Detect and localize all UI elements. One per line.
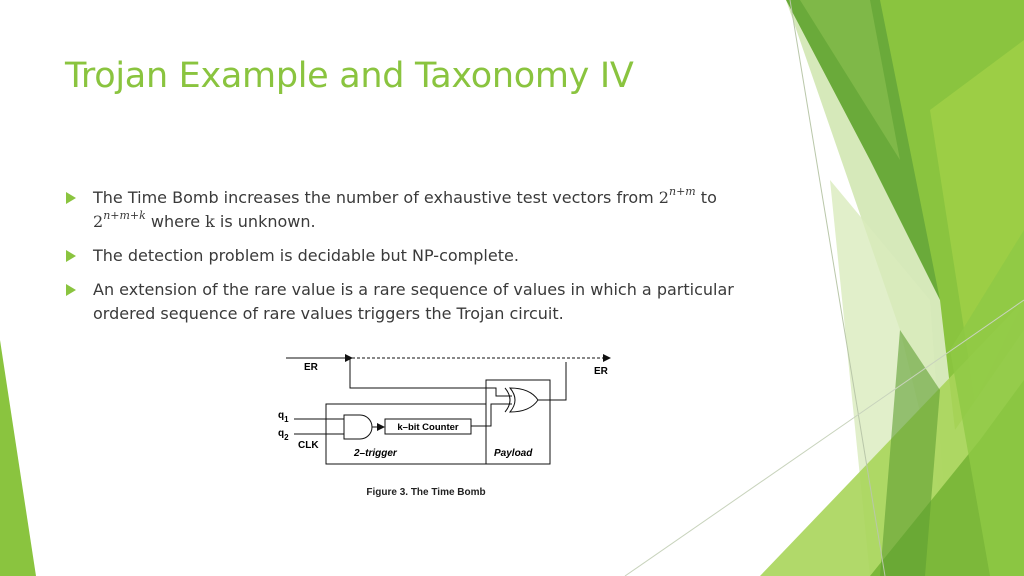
bullet-item [66,244,786,268]
bullet-text: is unknown. [214,212,316,231]
bullet-item [66,278,786,326]
payload-label: Payload [494,448,533,459]
q2-subscript: 2 [284,433,289,442]
bullet-arrow-icon [66,284,76,296]
counter-label: k–bit Counter [397,422,459,433]
er-feedback-wire [350,358,512,396]
clk-label: CLK [298,440,319,451]
math-expression [93,209,146,231]
er-output-label: ER [594,366,608,377]
math-expression [658,185,696,207]
q1-text: q [278,410,285,421]
xor-output-wire [538,362,566,400]
bullet-text: where [145,212,206,231]
q1-subscript: 1 [284,415,289,424]
counter-to-xor-wire [471,404,512,426]
er-input-label: ER [304,362,318,373]
q2-label [278,428,289,442]
trigger-label: 2–trigger [354,448,397,459]
bullet-item [66,186,786,234]
time-bomb-circuit-diagram [276,352,616,482]
bullet-text: An extension of the rare value is a rare sequence of values in which a particular ordered sequence of rare values triggers the Trojan circuit. [93,280,734,323]
and-gate [344,415,372,439]
math-exponent: n+m [668,185,696,198]
math-base: 2 [658,188,669,207]
bullet-list [66,186,786,336]
math-variable: k [205,212,215,231]
math-exponent: n+m+k [103,209,146,222]
q2-text: q [278,428,285,439]
bullet-text: The Time Bomb increases the number of exhaustive test vectors from [93,188,659,207]
xor-gate-input-curve [505,388,510,412]
bullet-arrow-icon [66,192,76,204]
figure-caption: Figure 3. The Time Bomb [366,487,486,498]
xor-gate [510,388,538,412]
bullet-arrow-icon [66,250,76,262]
bullet-text: The detection problem is decidable but NP-complete. [93,246,519,265]
slide-title: Trojan Example and Taxonomy IV [65,56,634,96]
q1-label [278,410,289,424]
bullet-text: to [695,188,717,207]
math-base: 2 [93,212,104,231]
